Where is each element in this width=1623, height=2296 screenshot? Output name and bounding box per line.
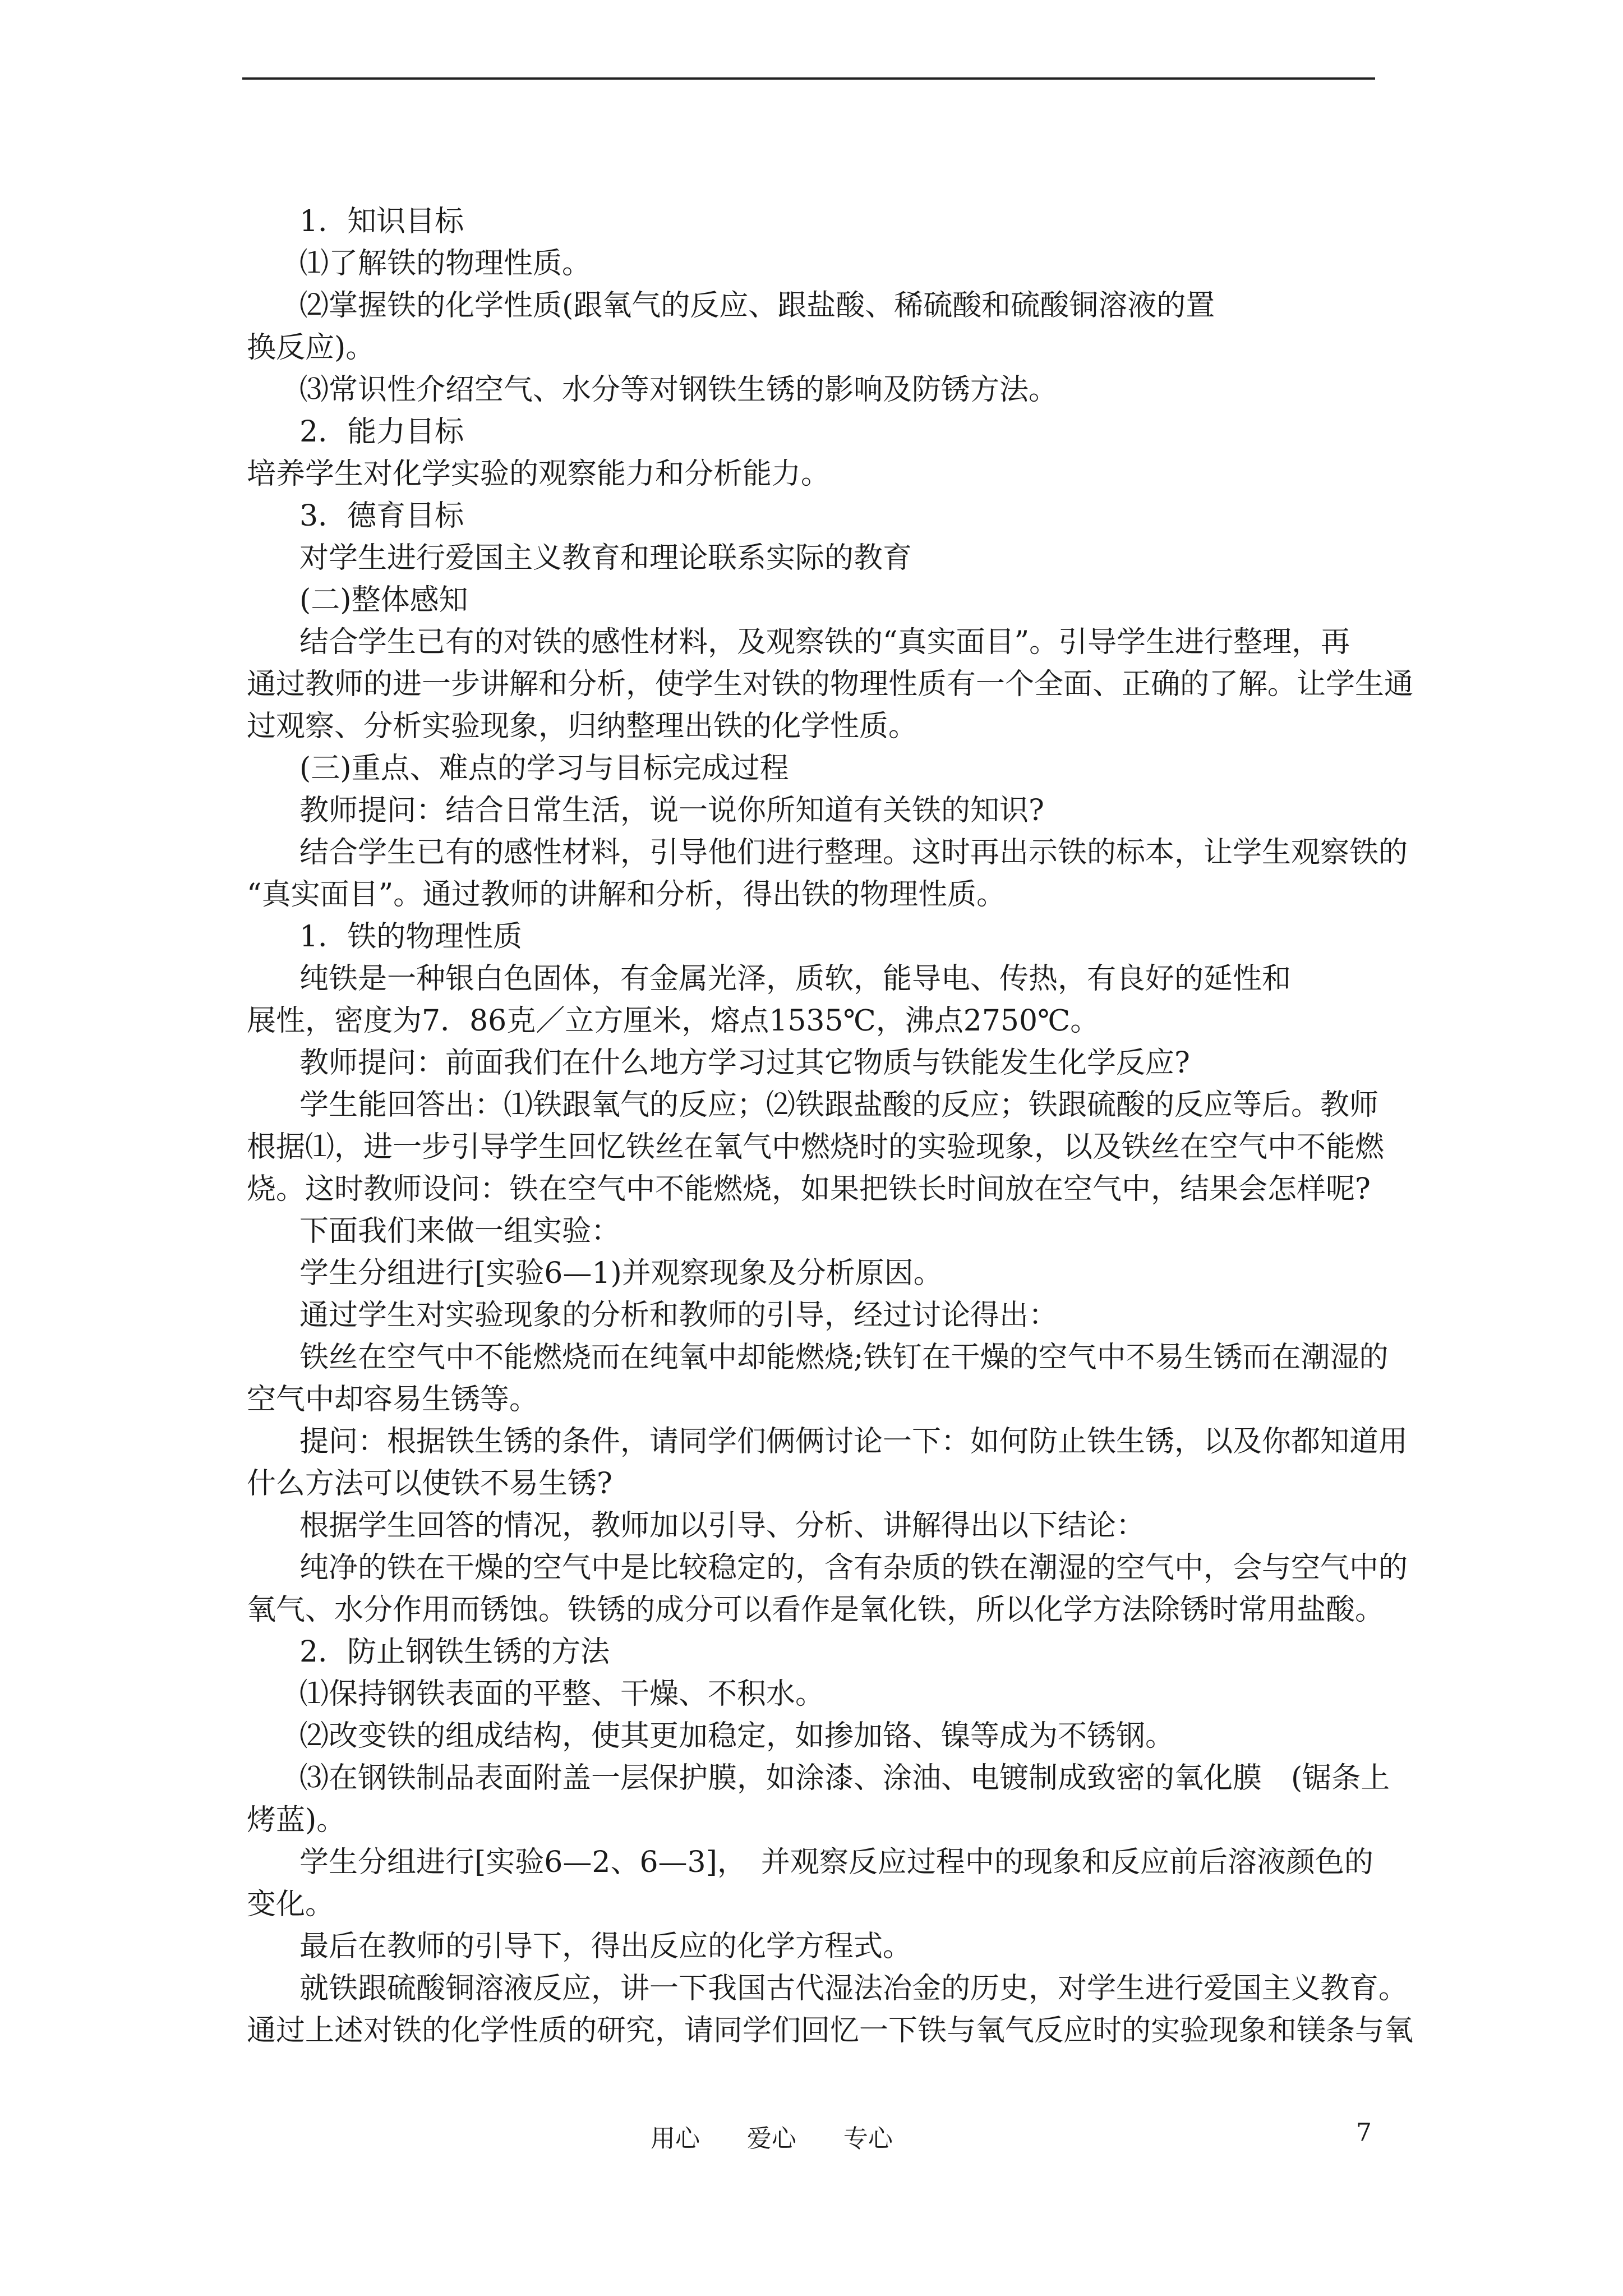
- text-line: 根据学生回答的情况，教师加以引导、分析、讲解得出以下结论：: [299, 1509, 1146, 1543]
- text-line: 通过学生对实验现象的分析和教师的引导，经过讨论得出：: [299, 1299, 1058, 1332]
- text-line: 下面我们来做一组实验：: [299, 1214, 621, 1248]
- text-line: ⑵改变铁的组成结构，使其更加稳定，如掺加铬、镍等成为不锈钢。: [299, 1719, 1175, 1753]
- header-rule: [242, 77, 1375, 80]
- text-line: 通过教师的进一步讲解和分析，使学生对铁的物理性质有一个全面、正确的了解。让学生通: [247, 668, 1414, 701]
- text-line: 学生分组进行[实验6—2、6—3]， 并观察反应过程中的现象和反应前后溶液颜色的: [299, 1846, 1373, 1879]
- text-line: 3．德育目标: [299, 499, 464, 533]
- text-line: 2．能力目标: [299, 415, 464, 449]
- text-line: 空气中却容易生锈等。: [247, 1383, 539, 1416]
- text-line: 学生能回答出：⑴铁跟氧气的反应；⑵铁跟盐酸的反应；铁跟硫酸的反应等后。教师: [299, 1088, 1379, 1122]
- text-line: 2．防止钢铁生锈的方法: [299, 1635, 610, 1669]
- page-footer: [0, 2118, 1623, 2163]
- text-line: 烤蓝)。: [247, 1803, 346, 1837]
- footer-motto: 用心 爱心 专心: [651, 2124, 893, 2153]
- text-line: 变化。: [247, 1888, 335, 1921]
- text-line: 对学生进行爱国主义教育和理论联系实际的教育: [299, 541, 912, 575]
- text-line: ⑴了解铁的物理性质。: [299, 247, 592, 280]
- text-line: 学生分组进行[实验6—1)并观察现象及分析原因。: [299, 1257, 943, 1290]
- text-line: 最后在教师的引导下，得出反应的化学方程式。: [299, 1930, 912, 1963]
- page-number: 7: [1356, 2118, 1372, 2147]
- text-line: 纯净的铁在干燥的空气中是比较稳定的，含有杂质的铁在潮湿的空气中，会与空气中的: [299, 1551, 1408, 1585]
- text-line: 纯铁是一种银白色固体，有金属光泽，质软，能导电、传热，有良好的延性和: [299, 962, 1292, 996]
- text-line: 就铁跟硫酸铜溶液反应，讲一下我国古代湿法冶金的历史，对学生进行爱国主义教育。: [299, 1972, 1408, 2005]
- text-line: ⑶常识性介绍空气、水分等对钢铁生锈的影响及防锈方法。: [299, 373, 1058, 407]
- text-line: 结合学生已有的感性材料，引导他们进行整理。这时再出示铁的标本，让学生观察铁的: [299, 836, 1408, 869]
- document-body: [247, 201, 1414, 2052]
- text-line: 1．知识目标: [299, 205, 464, 238]
- text-line: 结合学生已有的对铁的感性材料，及观察铁的“真实面目”。引导学生进行整理，再: [299, 625, 1350, 659]
- text-line: 换反应)。: [247, 331, 375, 365]
- text-line: (二)整体感知: [299, 583, 468, 617]
- text-line: 培养学生对化学实验的观察能力和分析能力。: [247, 457, 831, 491]
- text-line: “真实面目”。通过教师的讲解和分析，得出铁的物理性质。: [247, 878, 1006, 912]
- text-line: 什么方法可以使铁不易生锈?: [247, 1467, 612, 1501]
- text-line: 展性，密度为7．86克／立方厘米，熔点1535℃，沸点2750℃。: [247, 1004, 1100, 1038]
- text-line: ⑵掌握铁的化学性质(跟氧气的反应、跟盐酸、稀硫酸和硫酸铜溶液的置: [299, 289, 1215, 323]
- text-line: ⑶在钢铁制品表面附盖一层保护膜，如涂漆、涂油、电镀制成致密的氧化膜 (锯条上: [299, 1761, 1390, 1795]
- text-line: 过观察、分析实验现象，归纳整理出铁的化学性质。: [247, 710, 918, 743]
- text-line: 教师提问：前面我们在什么地方学习过其它物质与铁能发生化学反应?: [299, 1046, 1190, 1080]
- text-line: ⑴保持钢铁表面的平整、干燥、不积水。: [299, 1677, 825, 1711]
- text-line: 烧。这时教师设问：铁在空气中不能燃烧，如果把铁长时间放在空气中，结果会怎样呢?: [247, 1172, 1371, 1206]
- text-line: 根据⑴，进一步引导学生回忆铁丝在氧气中燃烧时的实验现象，以及铁丝在空气中不能燃: [247, 1130, 1385, 1164]
- text-line: 1．铁的物理性质: [299, 920, 523, 954]
- text-line: 提问：根据铁生锈的条件，请同学们俩俩讨论一下：如何防止铁生锈，以及你都知道用: [299, 1425, 1408, 1458]
- text-line: 教师提问：结合日常生活，说一说你所知道有关铁的知识?: [299, 794, 1044, 827]
- text-line: 铁丝在空气中不能燃烧而在纯氧中却能燃烧;铁钉在干燥的空气中不易生锈而在潮湿的: [299, 1341, 1389, 1374]
- text-line: 通过上述对铁的化学性质的研究，请同学们回忆一下铁与氧气反应时的实验现象和镁条与氧: [247, 2014, 1414, 2047]
- text-line: (三)重点、难点的学习与目标完成过程: [299, 752, 789, 785]
- text-line: 氧气、水分作用而锈蚀。铁锈的成分可以看作是氧化铁，所以化学方法除锈时常用盐酸。: [247, 1593, 1385, 1627]
